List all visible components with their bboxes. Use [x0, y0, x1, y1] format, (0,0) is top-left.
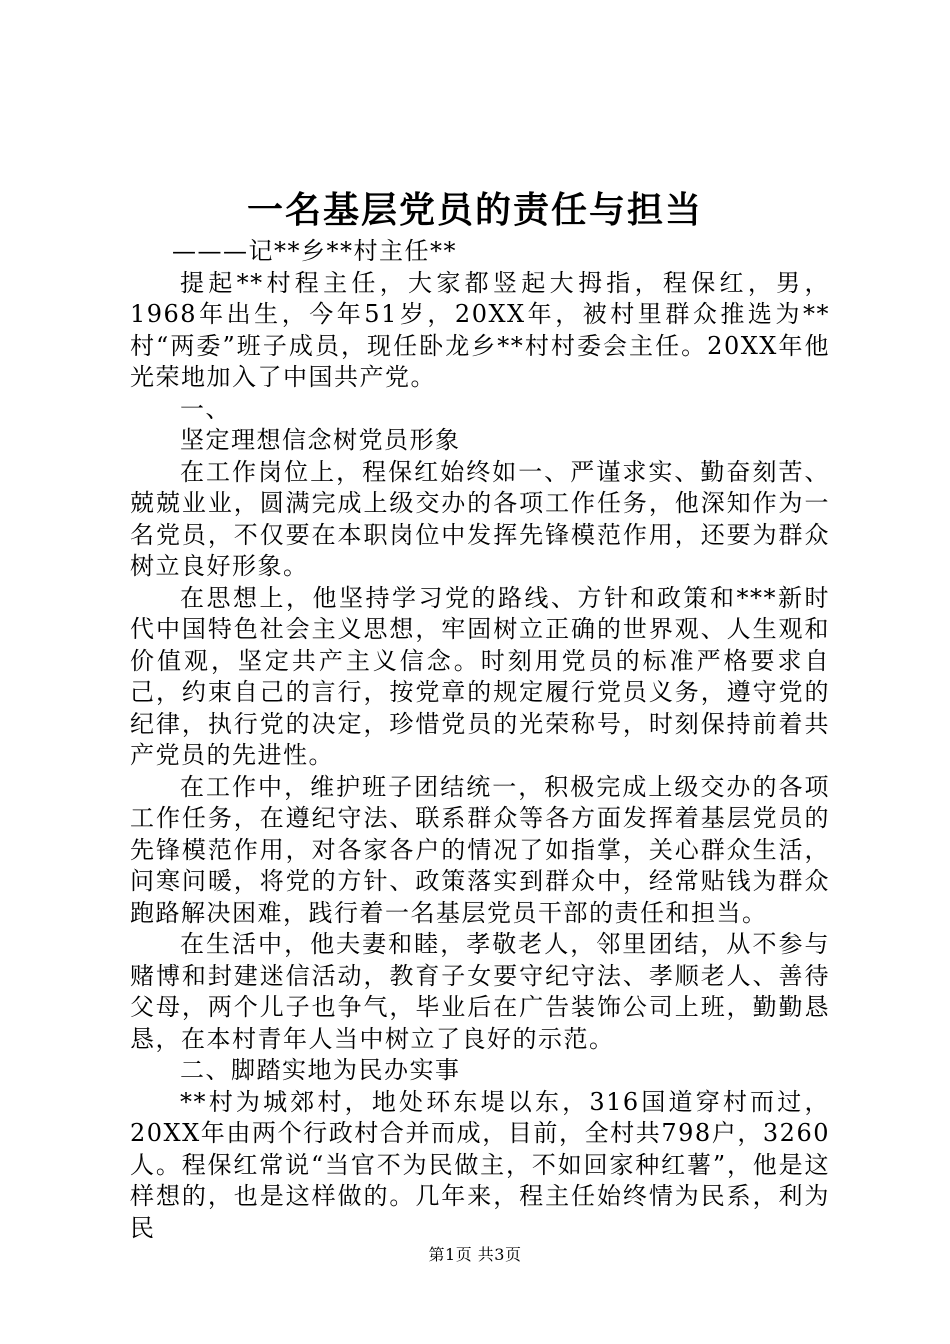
- section-number: 一、: [180, 394, 231, 423]
- document-subtitle: ———记**乡**村主任**: [172, 237, 457, 265]
- document-body: [130, 236, 830, 1244]
- paragraph: 在工作岗位上，程保红始终如一、严谨求实、勤奋刻苦、兢兢业业，圆满完成上级交办的各项工作任务，他深知作为一名党员，不仅要在本职岗位中发挥先锋模范作用，还要为群众树立良好形象。: [130, 457, 830, 580]
- section-heading: 二、脚踏实地为民办实事: [180, 1056, 461, 1084]
- section-heading: 坚定理想信念树党员形象: [180, 426, 461, 454]
- paragraph: 在思想上，他坚持学习党的路线、方针和政策和***新时代中国特色社会主义思想，牢固树立正确的世界观、人生观和价值观，坚定共产主义信念。时刻用党员的标准严格要求自己，约束自己的言行，按党章的规定履行党员义务，遵守党的纪律，执行党的决定，珍惜党员的光荣称号，时刻保持前着共产党员的先进性。: [130, 583, 830, 769]
- page-number: 第1页 共3页: [428, 1245, 522, 1264]
- paragraph: 在工作中，维护班子团结统一，积极完成上级交办的各项工作任务，在遵纪守法、联系群众等各方面发挥着基层党员的先锋模范作用，对各家各户的情况了如指掌，关心群众生活，问寒问暖，将党的方针、政策落实到群众中，经常贴钱为群众跑路解决困难，践行着一名基层党员干部的责任和担当。: [130, 772, 830, 927]
- paragraph: 在生活中，他夫妻和睦，孝敬老人，邻里团结，从不参与赌博和封建迷信活动，教育子女要守纪守法、孝顺老人、善待父母，两个儿子也争气，毕业后在广告装饰公司上班，勤勤恳恳，在本村青年人当中树立了良好的示范。: [130, 930, 830, 1053]
- paragraph: **村为城郊村，地处环东堤以东，316国道穿村而过，20XX年由两个行政村合并而成，目前，全村共798户，3260人。程保红常说“当官不为民做主，不如回家种红薯”，他是这样想的，也是这样做的。几年来，程主任始终情为民系，利为民: [130, 1087, 830, 1242]
- document-title: 一名基层党员的责任与担当: [246, 189, 703, 231]
- paragraph: 提起**村程主任，大家都竖起大拇指，程保红，男，1968年出生，今年51岁，20XX年，被村里群众推选为**村“两委”班子成员，现任卧龙乡**村村委会主任。20XX年他光荣地加入了中国共产党。: [130, 268, 830, 391]
